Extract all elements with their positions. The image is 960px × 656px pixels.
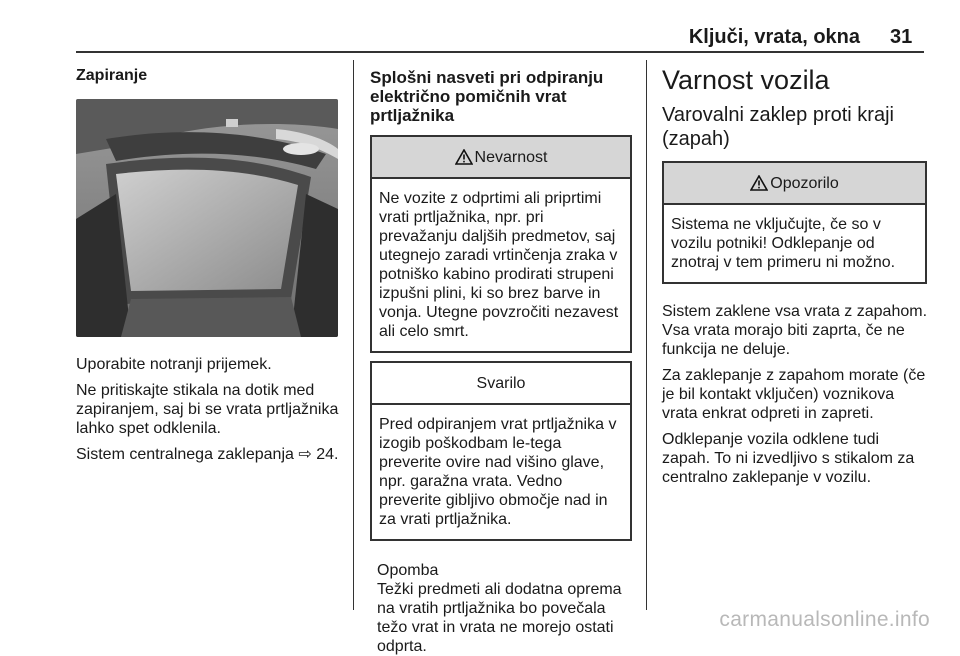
warning-box	[662, 161, 927, 284]
subsection-heading-deadlock: Varovalni zaklep proti kraji (zapah)	[662, 104, 894, 150]
paragraph: Odklepanje vozila odklene tudi zapah. To ni izvedljivo s stikalom za centralno zaklepanje v vozilu.	[662, 431, 915, 486]
section-heading-closing: Zapiranje	[76, 67, 148, 84]
section-heading-power-tailgate: Splošni nasveti pri odpiranju električno pomičnih vrat prtljažnika	[370, 68, 604, 125]
caution-box	[370, 361, 632, 541]
warning-box-title: Opozorilo	[770, 174, 839, 192]
warning-box-header	[664, 163, 925, 205]
warning-triangle-icon	[750, 175, 768, 191]
note-block	[370, 553, 632, 656]
danger-box-text: Ne vozite z odprtimi ali priprtimi vrati prtljažnika, npr. pri prevažanju daljših predmetov, saj utegnejo zaradi vrtinčenja zraka v potniško kabino prodirati strupeni izpušni plini, ki so brez barve in vonja. Utegne povzročiti nezavest ali celo smrt.	[379, 190, 619, 340]
note-title: Opomba	[377, 562, 439, 579]
caution-box-title: Svarilo	[476, 374, 526, 392]
column-3	[662, 60, 927, 494]
section-heading-vehicle-security: Varnost vozila	[662, 65, 830, 95]
paragraph: Uporabite notranji prijemek.	[76, 356, 272, 373]
caution-box-text: Pred odpiranjem vrat prtljažnika v izogib poškodbam le-tega preverite ovire nad višino glave, npr. garažna vrata. Vedno preverite gibljivo območje nad in za vrati prtljažnika.	[379, 416, 617, 528]
watermark: carmanualsonline.info	[719, 608, 930, 631]
column-divider-2	[646, 60, 647, 610]
caution-box-header	[372, 363, 630, 405]
column-2	[370, 66, 632, 656]
car-tailgate-photo	[76, 99, 338, 337]
paragraph: Sistem zaklene vsa vrata z zapahom. Vsa vrata morajo biti zaprta, če ne funkcija ne deluje.	[662, 303, 928, 358]
cross-reference-link[interactable]: Sistem centralnega zaklepanja ⇨ 24.	[76, 446, 339, 463]
paragraph: Ne pritiskajte stikala na dotik med zapiranjem, saj bi se vrata prtljažnika lahko spet odklenila.	[76, 382, 339, 437]
page-number: 31	[890, 26, 913, 48]
page-header-title: Ključi, vrata, okna	[688, 26, 860, 48]
column-divider-1	[353, 60, 354, 610]
danger-box-title: Nevarnost	[474, 148, 548, 166]
note-text: Težki predmeti ali dodatna oprema na vratih prtljažnika bo povečala težo vrat in vrata ne morejo ostati odprta.	[377, 581, 622, 655]
header-rule	[76, 51, 924, 53]
paragraph: Za zaklepanje z zapahom morate (če je bil kontakt vključen) voznikova vrata enkrat odpreti in zapreti.	[662, 367, 926, 422]
danger-box-header	[372, 137, 630, 179]
warning-triangle-icon	[455, 149, 473, 165]
column-1	[76, 66, 346, 471]
danger-box	[370, 135, 632, 353]
warning-box-text: Sistema ne vključujte, če so v vozilu potniki! Odklepanje od znotraj v tem primeru ni možno.	[671, 216, 896, 271]
